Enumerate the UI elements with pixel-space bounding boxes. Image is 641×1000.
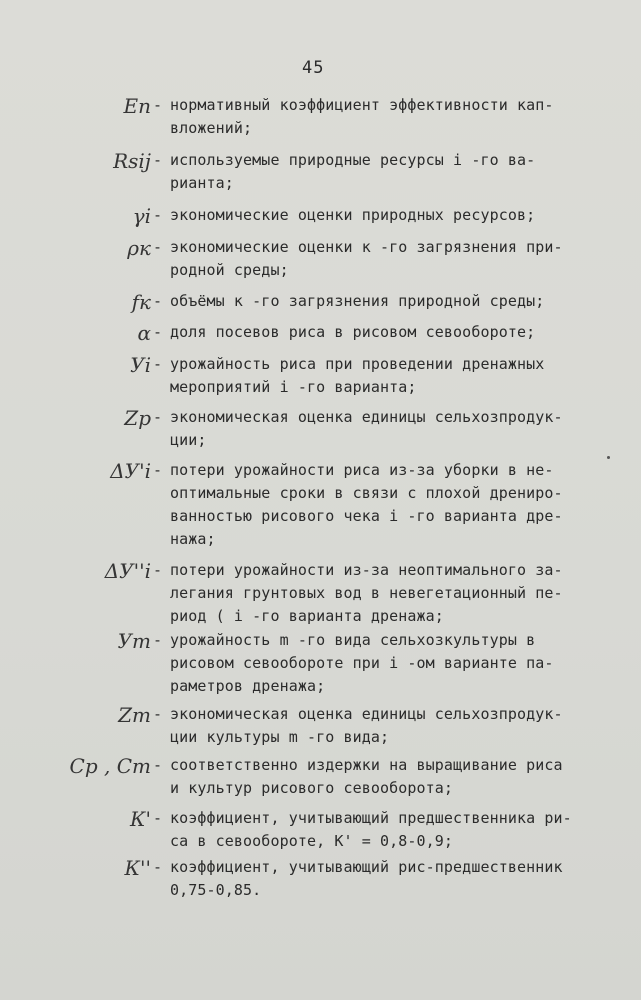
entry-text-line: соответственно издержки на выращивание риса <box>170 756 563 774</box>
entry-text-line: 0,75-0,85. <box>170 881 262 899</box>
entry-text-line: са в севообороте, К' = 0,8-0,9; <box>170 832 454 850</box>
entry-dash: - <box>153 809 163 827</box>
entry-dash: - <box>153 206 163 224</box>
entry-symbol: ρк <box>127 236 151 260</box>
entry-dash: - <box>153 631 163 649</box>
entry-text-line: раметров дренажа; <box>170 677 326 695</box>
entry-dash: - <box>153 408 163 426</box>
entry-text-line: ванностью рисового чека i -го варианта дре- <box>170 507 563 525</box>
entry-text-line: экономическая оценка единицы сельхозпродук- <box>170 408 563 426</box>
entry-symbol: α <box>137 321 151 345</box>
entry-text-line: потери урожайности риса из-за уборки в не- <box>170 461 554 479</box>
entry-symbol: Уm <box>117 629 151 653</box>
entry-symbol: Zm <box>118 703 151 727</box>
entry-symbol: Cp , Cm <box>69 754 151 778</box>
entry-text-line: нажа; <box>170 530 216 548</box>
entry-text-line: ции культуры m -го вида; <box>170 728 390 746</box>
entry-text-line: ции; <box>170 431 207 449</box>
entry-text-line: рисовом севообороте при i -ом варианте па- <box>170 654 554 672</box>
entry-dash: - <box>153 561 163 579</box>
entry-text-line: коэффициент, учитывающий рис-предшественник <box>170 858 563 876</box>
entry-symbol: К' <box>130 807 151 831</box>
entry-text-line: оптимальные сроки в связи с плохой дрениро- <box>170 484 563 502</box>
entry-text-line: рианта; <box>170 174 234 192</box>
entry-dash: - <box>153 355 163 373</box>
entry-symbol: ΔУ''i <box>104 559 151 583</box>
entry-dash: - <box>153 96 163 114</box>
entry-dash: - <box>153 292 163 310</box>
entry-symbol: Еп <box>123 94 151 118</box>
entry-symbol: Уi <box>130 353 151 377</box>
entry-symbol: γi <box>132 204 151 228</box>
entry-text-line: урожайность m -го вида сельхозкультуры в <box>170 631 536 649</box>
entry-dash: - <box>153 151 163 169</box>
entry-text-line: объёмы к -го загрязнения природной среды; <box>170 292 545 310</box>
entry-text-line: доля посевов риса в рисовом севообороте; <box>170 323 536 341</box>
entry-symbol: К'' <box>124 856 151 880</box>
entry-dash: - <box>153 756 163 774</box>
entry-text-line: экономические оценки природных ресурсов; <box>170 206 536 224</box>
entry-symbol: fк <box>131 290 151 314</box>
entry-text-line: вложений; <box>170 119 253 137</box>
entry-text-line: легания грунтовых вод в невегетационный пе- <box>170 584 563 602</box>
entry-text-line: риод ( i -го варианта дренажа; <box>170 607 444 625</box>
entry-text-line: экономическая оценка единицы сельхозпродук- <box>170 705 563 723</box>
entry-text-line: потери урожайности из-за неоптимального за- <box>170 561 563 579</box>
page-number: 45 <box>302 58 325 78</box>
entry-text-line: и культур рисового севооборота; <box>170 779 454 797</box>
entry-symbol: Rsij <box>113 149 151 173</box>
entry-symbol: Zp <box>124 406 151 430</box>
entry-text-line: родной среды; <box>170 261 289 279</box>
entry-text-line: коэффициент, учитывающий предшественника ри- <box>170 809 572 827</box>
entry-dash: - <box>153 705 163 723</box>
entry-text-line: экономические оценки к -го загрязнения при- <box>170 238 563 256</box>
entry-text-line: мероприятий i -го варианта; <box>170 378 417 396</box>
entry-dash: - <box>153 461 163 479</box>
entry-dash: - <box>153 858 163 876</box>
entry-dash: - <box>153 238 163 256</box>
entry-symbol: ΔУ'i <box>110 459 151 483</box>
paper-speck <box>607 456 610 459</box>
entry-dash: - <box>153 323 163 341</box>
entry-text-line: используемые природные ресурсы i -го ва- <box>170 151 536 169</box>
entry-text-line: урожайность риса при проведении дренажных <box>170 355 545 373</box>
entry-text-line: нормативный коэффициент эффективности кап- <box>170 96 554 114</box>
